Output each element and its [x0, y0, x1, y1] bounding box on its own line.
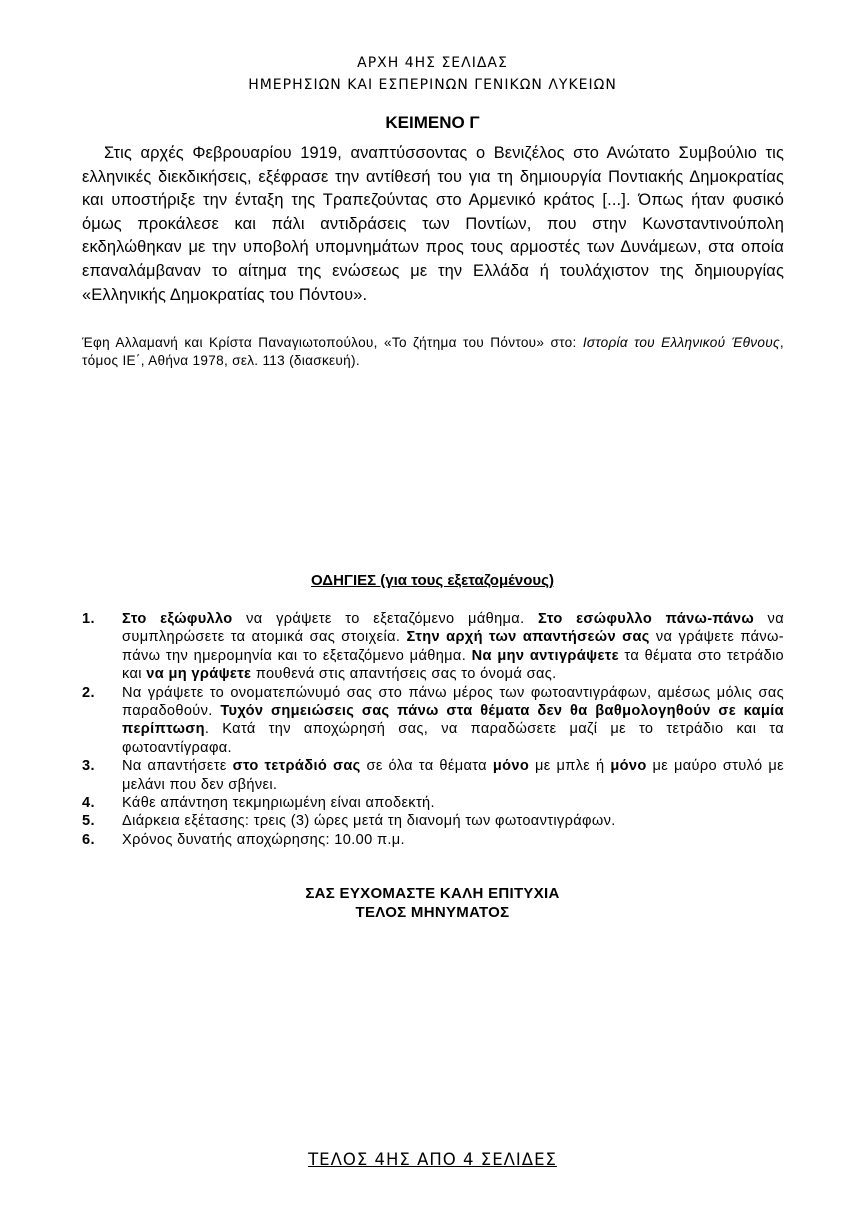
- instruction-text: με μπλε ή: [529, 758, 611, 775]
- instruction-text: σε όλα τα θέματα: [360, 758, 493, 775]
- instructions-title: ΟΔΗΓΙΕΣ (για τους εξεταζομένους): [311, 572, 554, 589]
- instruction-number: 1.: [82, 611, 95, 627]
- citation-authors: Έφη Αλλαμανή και Κρίστα Παναγιωτοπούλου, «Το ζήτημα του Πόντου» στο:: [82, 335, 583, 350]
- instruction-text: με μαύρο στυλό με μελάνι που δεν σβήνει.: [122, 758, 784, 793]
- instruction-emphasis: στο τετράδιό σας: [232, 758, 361, 775]
- instruction-text: τα θέματα στο τετράδιο και: [122, 647, 785, 683]
- instruction-item: [82, 831, 784, 849]
- instruction-text: να γράψετε το εξεταζόμενο μάθημα.: [232, 611, 539, 627]
- instruction-text: Να απαντήσετε: [122, 758, 233, 775]
- text-c-citation: [82, 334, 784, 370]
- instruction-item: [82, 610, 784, 684]
- citation-work: Ιστορία του Ελληνικού Έθνους: [582, 335, 780, 350]
- citation-details: , τόμος ΙΕ΄, Αθήνα 1978, σελ. 113 (διασκευή).: [82, 335, 784, 368]
- instruction-emphasis: Να μην αντιγράψετε: [471, 647, 619, 664]
- page-header-line2: ΗΜΕΡΗΣΙΩΝ ΚΑΙ ΕΣΠΕΡΙΝΩΝ ΓΕΝΙΚΩΝ ΛΥΚΕΙΩΝ: [248, 77, 617, 93]
- instruction-number: 5.: [82, 813, 95, 830]
- instruction-number: 4.: [82, 795, 95, 812]
- instruction-number: 2.: [82, 684, 95, 701]
- instruction-emphasis: μόνο: [610, 758, 647, 775]
- instruction-number: 3.: [82, 758, 95, 775]
- page-header-line1: ΑΡΧΗ 4ΗΣ ΣΕΛΙΔΑΣ: [357, 55, 508, 71]
- instruction-text: . Κατά την αποχώρησή σας, να παραδώσετε μαζί με το τετράδιο και τα φωτοαντίγραφα.: [122, 721, 784, 756]
- instruction-text: Κάθε απάντηση τεκμηριωμένη είναι αποδεκτή.: [122, 795, 435, 812]
- instruction-text: να γράψετε πάνω-πάνω την ημερομηνία και το εξεταζόμενο μάθημα.: [122, 629, 784, 664]
- instruction-emphasis: μόνο: [492, 758, 530, 775]
- instruction-text: Χρόνος δυνατής αποχώρησης: 10.00 π.μ.: [122, 831, 405, 848]
- instruction-item: [82, 757, 784, 794]
- instruction-number: 6.: [82, 831, 95, 848]
- page-footer: ΤΕΛΟΣ 4ΗΣ ΑΠΟ 4 ΣΕΛΙΔΕΣ: [308, 1150, 557, 1169]
- text-c-title: ΚΕΙΜΕΝΟ Γ: [385, 113, 480, 132]
- instructions-list: [82, 610, 784, 849]
- instruction-emphasis: Στο εξώφυλλο: [122, 611, 233, 627]
- instruction-text: Να γράψετε το ονοματεπώνυμό σας στο πάνω μέρος των φωτοαντιγράφων, αμέσως μόλις σας παραδοθούν.: [122, 684, 784, 720]
- closing-message: [0, 884, 865, 922]
- instruction-item: [82, 812, 784, 830]
- closing-wish: ΣΑΣ ΕΥΧΟΜΑΣΤΕ ΚΑΛΗ ΕΠΙΤΥΧΙΑ: [305, 885, 560, 902]
- instruction-emphasis: Στο εσώφυλλο πάνω-πάνω: [538, 611, 755, 627]
- instruction-text: Διάρκεια εξέτασης: τρεις (3) ώρες μετά τη διανομή των φωτοαντιγράφων.: [122, 813, 616, 830]
- instruction-text: να συμπληρώσετε τα ατομικά σας στοιχεία.: [122, 611, 784, 646]
- instruction-item: [82, 794, 784, 812]
- text-c-body: Στις αρχές Φεβρουαρίου 1919, αναπτύσσοντας ο Βενιζέλος στο Ανώτατο Συμβούλιο τις ελληνικές διεκδικήσεις, εξέφρασε την αντίθεσή του για τη δημιουργία Ποντιακής Δημοκρατίας και υποστήριξε την ένταξη της Τραπεζούντας στο Αρμενικό κράτος [...]. Όπως ήταν φυσικό όμως προκάλεσε και πάλι αντιδράσεις των Ποντίων, που στην Κωνσταντινούπολη εκδηλώθηκαν με την υποβολή υπομνημάτων προς τους αρμοστές των Δυνάμεων, στα οποία επαναλάμβαναν το αίτημα της ενώσεως με την Ελλάδα ή τουλάχιστον της δημιουργίας «Ελληνικής Δημοκρατίας του Πόντου».: [82, 144, 784, 304]
- instruction-emphasis: Τυχόν σημειώσεις σας πάνω στα θέματα δεν θα βαθμολογηθούν σε καμία περίπτωση: [122, 703, 784, 738]
- instruction-item: [82, 684, 784, 758]
- instruction-emphasis: να μη γράψετε: [146, 666, 252, 683]
- instruction-emphasis: Στην αρχή των απαντήσεών σας: [406, 629, 650, 646]
- instruction-text: πουθενά στις απαντήσεις σας το όνομά σας.: [251, 666, 557, 683]
- closing-end: ΤΕΛΟΣ ΜΗΝΥΜΑΤΟΣ: [355, 904, 510, 921]
